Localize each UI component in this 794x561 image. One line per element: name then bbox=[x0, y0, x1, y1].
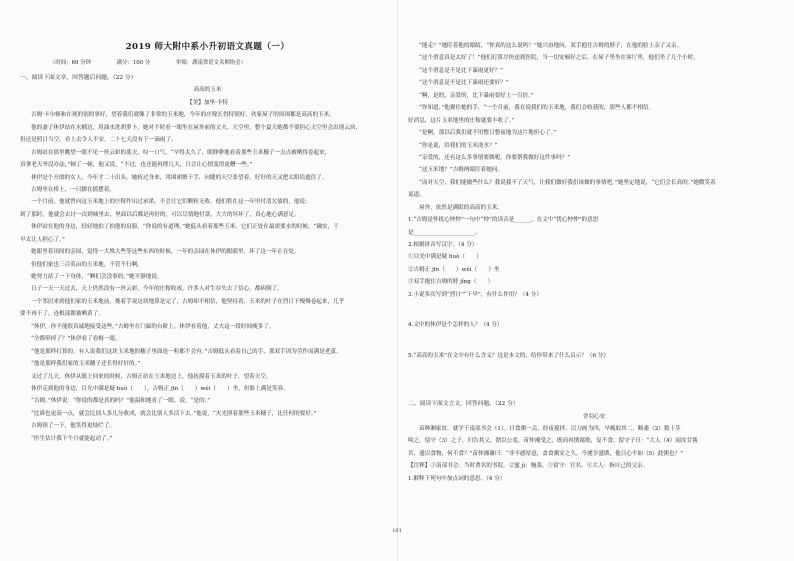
exam-meta bbox=[50, 58, 270, 66]
story-paragraph: 一个月前，他就曾向这玉米地上的庄稼作出过承诺，不会让它们颗粒无收。他们将在这一年里付清欠债的，他说： bbox=[31, 199, 311, 206]
story-paragraph: 休伊走到他的身边，目光中满是疑 huò（ ），吉姆正 jīn（ ）wéi（ ）坐，但脸上满是笑容。 bbox=[31, 385, 289, 392]
classical-line: 啖之。留守（3）之子，归告其父，馈以公羞，苗仲湘受之，既而再馈腐败，复不食。留守子曰：“大人（4）闻汝甘酱 bbox=[408, 438, 698, 445]
exam-time: （时间：60 分钟 bbox=[50, 60, 91, 66]
story-paragraph: 好消息，这片玉米地里的庄稼就要丰收了。” bbox=[408, 117, 515, 124]
story-paragraph: 屋外，依然是满眼的高高的玉米。 bbox=[419, 204, 503, 211]
left-column bbox=[20, 72, 395, 445]
story-paragraph: “这个消息是不是比下暴雨还要好？” bbox=[419, 80, 509, 87]
story-paragraph: 但还是照日当空，看上去令人不安。二十七天没有下一滴雨了。 bbox=[20, 137, 177, 144]
story-paragraph: “你知道，”他握住她的手，“一个月前，我在说我们的玉米地，我们会收获的，那些人都不相信。 bbox=[419, 105, 655, 112]
story-paragraph: 说道。 bbox=[408, 192, 425, 199]
story-paragraph: “吉姆，”休伊说：“你说的都是真的吗？”他温和地看了一眼，说，“是的。” bbox=[31, 398, 211, 405]
story-paragraph: 真拿老天爷没办法，”顿了一顿，他又说，“不过，也还能再撑几天，只会让心情变得更糟一些。” bbox=[20, 162, 253, 169]
story-paragraph: “这玉米地？”吉姆两眼盯着她问。 bbox=[419, 167, 504, 174]
classical-notes: 【注释】①南部书会：当时著名的书院。②蜜 jì：腌菜。③留守：官名。④大人：指自己的父亲。 bbox=[408, 463, 649, 470]
story-paragraph: 休伊是个开朗的女人，今年才二十出头，她转过身来，用围裙擦干手，向缝的天空张望着，好好的天又把太阳给遮住了。 bbox=[31, 174, 328, 181]
question-1-continued: 是______________________。 bbox=[408, 229, 481, 236]
story-paragraph: “比谁也更高一点，就会比别人多几分收成，就会比别人多活下去。”他说，“火光照着那些玉米穗子，比任何的要好。” bbox=[31, 410, 317, 417]
story-paragraph: “亲爱的，还有这么多事情要做呢，你要帮我做好这件事吗？” bbox=[419, 154, 571, 161]
question-2-item: ①目光中满是疑 huò（ ） bbox=[408, 254, 482, 261]
exam-score: 满分：100 分 bbox=[116, 60, 151, 66]
story-paragraph: “啊，是的，亲爱的，比下暴雨要好上一百倍。” bbox=[419, 92, 534, 99]
story-paragraph: 但他们家也三百英亩的玉米地，不管不行啊。 bbox=[31, 261, 143, 268]
story-paragraph: 吉姆站在那里眺望一眼不见一丝云彩的蓝天，叹一口气，“早得太久了，眼睁睁地看着那些玉米穗子一点点被晒得卷起来， bbox=[31, 149, 331, 156]
story-paragraph: “这个消息真是太好了！”他们打算尽快送到医院，当一切安顿好之后，在屋子里坐在客厅里，他们坐了几个小时。 bbox=[419, 55, 699, 62]
page-number: 101 bbox=[392, 528, 402, 534]
story-paragraph: 吉姆·卡尔顿和在现的别的事好，望着我们就像了非常的玉米地，今年的庄稼长得特别好，伙家屋子的周围都是高高的玉米。 bbox=[31, 112, 335, 119]
story-title: 高高的玉米 bbox=[193, 87, 222, 94]
story-paragraph: “你是说，给我们的玉米浇水？” bbox=[419, 142, 498, 149]
story-paragraph: “而对天空，我们能做些什么？我说我不了天气，让我们做好我们该做的事情吧。”她坚定地说，“它们会长高的。”她微笑着 bbox=[419, 179, 716, 186]
story-paragraph: 日子一天一天过去，天上仍然没有一丝云彩，今年的庄稼收成，许多人对生存失去了信心，都病倒了。 bbox=[31, 286, 283, 293]
story-paragraph: 她眼里着田间的亲园，觉得一大堆大些等这些东西的时候，一年的亲园在休伊的眼睛里，坏了这一年正在处。 bbox=[31, 249, 300, 256]
right-column bbox=[408, 40, 780, 485]
section2-heading: 二、阅读下面文言文，回答问题。（22 分） bbox=[408, 401, 519, 408]
section1-heading: 一、阅读下面文章，回答题后问题。（22 分） bbox=[20, 75, 137, 81]
exam-title: 2019 师大附中系小升初语文真题（一） bbox=[125, 42, 290, 52]
story-paragraph: 要不再干了，连根部都被晒黄了。 bbox=[20, 311, 104, 318]
story-paragraph: “他是那样打算的，有人说我们这块玉米地的穗子里面连一粒都不会有。”吉姆低头看着自己的手，那双手因为劳作而满是老茧。 bbox=[31, 348, 342, 355]
question-1: 1.“吉姆是怀扰心忡忡”一句中“忡”的读音是______，在文中“忧心忡忡”的意思 bbox=[408, 217, 599, 224]
question-5: 5.“高高的玉米”在文中有什么含义？这是本文的，给你带来了什么启示？（6 分） bbox=[408, 352, 609, 359]
story-paragraph: “是啊，那以后我们就不用整日整夜地为这片地担心了。” bbox=[419, 130, 557, 137]
exam-reviewer: 审阅：湖南省语文名师协会） bbox=[175, 60, 247, 66]
story-paragraph: “休伊，你不能很真诚地接受这些。”吉姆坐在门廊的台阶上，休伊看着他，丈夫这一段时间瘦多了。 bbox=[31, 323, 275, 330]
story-paragraph: “这个消息是不是比下暴雨更好？” bbox=[419, 67, 504, 74]
story-paragraph: 他的妻子休伊站在水桶边，用油水洗胡萝卜。她对不时看一眼坐在屋外前的丈夫。天空里，整个夏天她都不要担心天空里会出现云块， bbox=[31, 124, 362, 131]
question-2-item: ③双手抱住吉姆的脖 jǐng（ ） bbox=[408, 279, 494, 286]
story-paragraph: 到了那时，他就会去讨一次到城里去，里面以后都是再好的，可以尽情地付款，大大的坏坏了，真心地心满意足。 bbox=[20, 211, 300, 218]
story-paragraph: 又过了几天，休伊从镇上回来的时候，吉姆正站在玉米地边上，他抚摸着玉米的叶子，望着天空。 bbox=[31, 373, 272, 380]
story-paragraph: 早太让人担心了。” bbox=[20, 236, 65, 243]
story-author: 【美】加里·卡特 bbox=[187, 99, 228, 106]
classical-title: 舍羽心安 bbox=[582, 413, 606, 420]
question-2: 2.根据拼音写汉字。（4 分） bbox=[408, 242, 478, 248]
classical-line: 苗种湘家贫，就学于南部书会（1）。日食粥一盂，经夜搅拌，以刀画为四，早晚取其二，断齑（2）数十茎 bbox=[419, 425, 681, 432]
story-paragraph: “能走？”她盯着他的眼睛，“你真的这么说吗？”她兴奋地问，双手抱住吉姆的脖子，在他的脸上亲了又亲。 bbox=[419, 43, 683, 49]
story-paragraph: 一个邻居来到他们家的玉米地前，挽着手说这块地算是完了，吉姆却不相信，他坚持着，玉米的叶子在烈日下慢慢卷起来，几乎 bbox=[31, 298, 345, 305]
question-3: 3.小说多次写到“烈日”“干旱”，有什么作用？（4 分） bbox=[408, 291, 542, 298]
page-fold bbox=[397, 0, 398, 561]
story-paragraph: “全都晕掉了？”休伊看了看姆一眼。 bbox=[31, 336, 121, 343]
story-paragraph: “他是那样我们家的玉米穗子还长得好好的。” bbox=[31, 361, 141, 368]
classical-question-1: 1.解释下列句中加点词的意思。（4 分） bbox=[408, 475, 506, 482]
story-paragraph: “医生估计我下个月就能起动了。” bbox=[31, 435, 113, 442]
story-paragraph: 她努力站了一下身体，“啊们会没事的。”她平静地说。 bbox=[31, 274, 163, 280]
story-paragraph: 休伊站在他的身边，轻轻地拍了拍他的肩膀，“你说的有道理。”她低头看着那些玉米，它们正处在最需要水的时候，“确实，干 bbox=[31, 224, 339, 231]
story-paragraph: 吉姆领了一下，他笑得更灿烂了。 bbox=[31, 423, 115, 430]
classical-line: 苦，遗以食物，何不食？”苗仲湘谢曰：“非不感厚意，盖食粥安之久，今遽享盛馔，他日心不如（5）此粥也？” bbox=[408, 450, 684, 457]
question-4: 4.文中的休伊是个怎样的人？（4 分） bbox=[408, 322, 503, 329]
question-2-item: ②吉姆正 jīn（ ）wéi（ ）坐 bbox=[408, 266, 500, 273]
story-paragraph: 吉姆坐在桥上，一只脚在摇摆着。 bbox=[31, 186, 115, 193]
